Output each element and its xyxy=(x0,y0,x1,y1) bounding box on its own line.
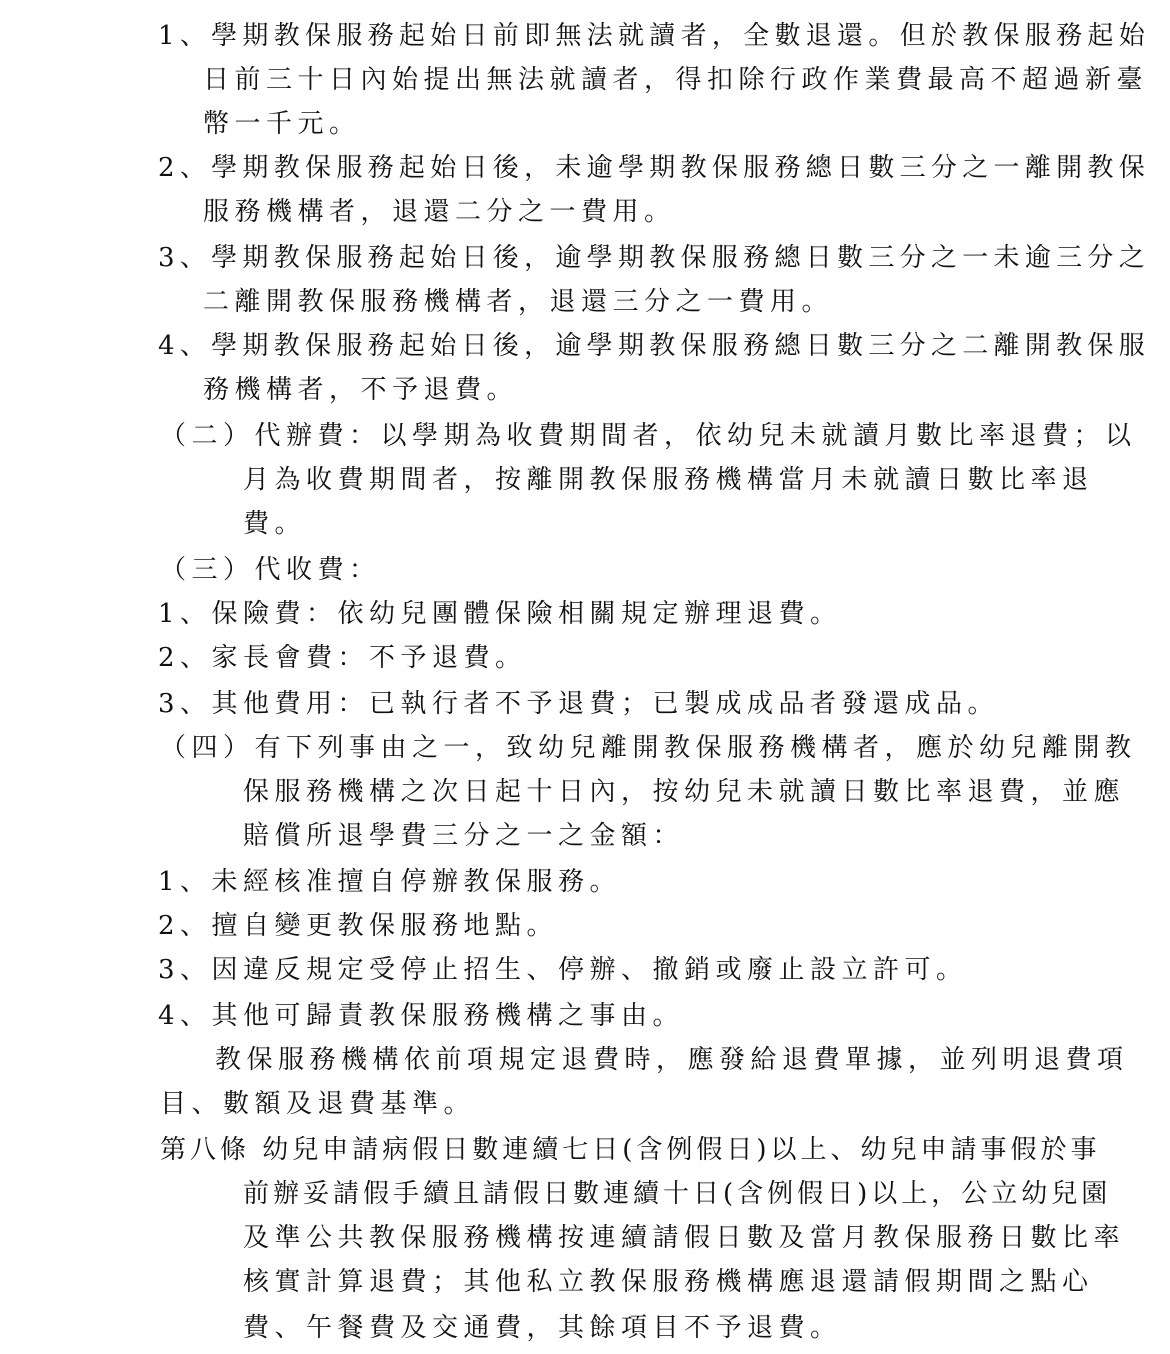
text-line: 3、學期教保服務起始日後，逾學期教保服務總日數三分之一未逾三分之 xyxy=(158,243,1150,273)
text-line: 教保服務機構依前項規定退費時，應發給退費單據，並列明退費項 xyxy=(215,1045,1129,1075)
text-line: 2、家長會費：不予退費。 xyxy=(158,643,527,673)
text-line: 1、學期教保服務起始日前即無法就讀者，全數退還。但於教保服務起始 xyxy=(158,21,1150,51)
text-line: 及準公共教保服務機構按連續請假日數及當月教保服務日數比率 xyxy=(243,1223,1126,1253)
text-line: 賠償所退學費三分之一之金額： xyxy=(243,821,685,851)
text-line: 服務機構者，退還二分之一費用。 xyxy=(203,197,676,227)
text-line: 幣一千元。 xyxy=(203,109,361,139)
text-line: 3、因違反規定受停止招生、停辦、撤銷或廢止設立許可。 xyxy=(158,955,968,985)
text-line: 1、未經核准擅自停辦教保服務。 xyxy=(158,867,622,897)
text-line: 目、數額及退費基準。 xyxy=(160,1089,476,1119)
text-line: 2、學期教保服務起始日後，未逾學期教保服務總日數三分之一離開教保 xyxy=(158,153,1150,183)
text-line: 2、擅自變更教保服務地點。 xyxy=(158,911,559,941)
text-line: 4、其他可歸責教保服務機構之事由。 xyxy=(158,1001,685,1031)
text-line: 費。 xyxy=(243,509,307,539)
text-line: 日前三十日內始提出無法就讀者，得扣除行政作業費最高不超過新臺 xyxy=(203,65,1149,95)
text-line: 3、其他費用：已執行者不予退費；已製成成品者發還成品。 xyxy=(158,689,1000,719)
text-line: （二）代辦費：以學期為收費期間者，依幼兒未就讀月數比率退費；以 xyxy=(160,421,1137,451)
text-line: 務機構者，不予退費。 xyxy=(203,375,519,405)
text-line: 1、保險費：依幼兒團體保險相關規定辦理退費。 xyxy=(158,599,842,629)
text-line: 4、學期教保服務起始日後，逾學期教保服務總日數三分之二離開教保服 xyxy=(158,331,1150,361)
text-line: 二離開教保服務機構者，退還三分之一費用。 xyxy=(203,287,834,317)
text-line: （四）有下列事由之一，致幼兒離開教保服務機構者，應於幼兒離開教 xyxy=(160,733,1137,763)
text-line: 費、午餐費及交通費，其餘項目不予退費。 xyxy=(243,1313,842,1343)
text-line: 保服務機構之次日起十日內，按幼兒未就讀日數比率退費，並應 xyxy=(243,777,1126,807)
text-line: （三）代收費： xyxy=(160,555,381,585)
text-line: 核實計算退費；其他私立教保服務機構應退還請假期間之點心 xyxy=(243,1267,1094,1297)
text-line: 第八條 幼兒申請病假日數連續七日(含例假日)以上、幼兒申請事假於事 xyxy=(160,1135,1101,1165)
text-line: 月為收費期間者，按離開教保服務機構當月未就讀日數比率退 xyxy=(243,465,1094,495)
text-line: 前辦妥請假手續且請假日數連續十日(含例假日)以上，公立幼兒園 xyxy=(243,1179,1112,1209)
